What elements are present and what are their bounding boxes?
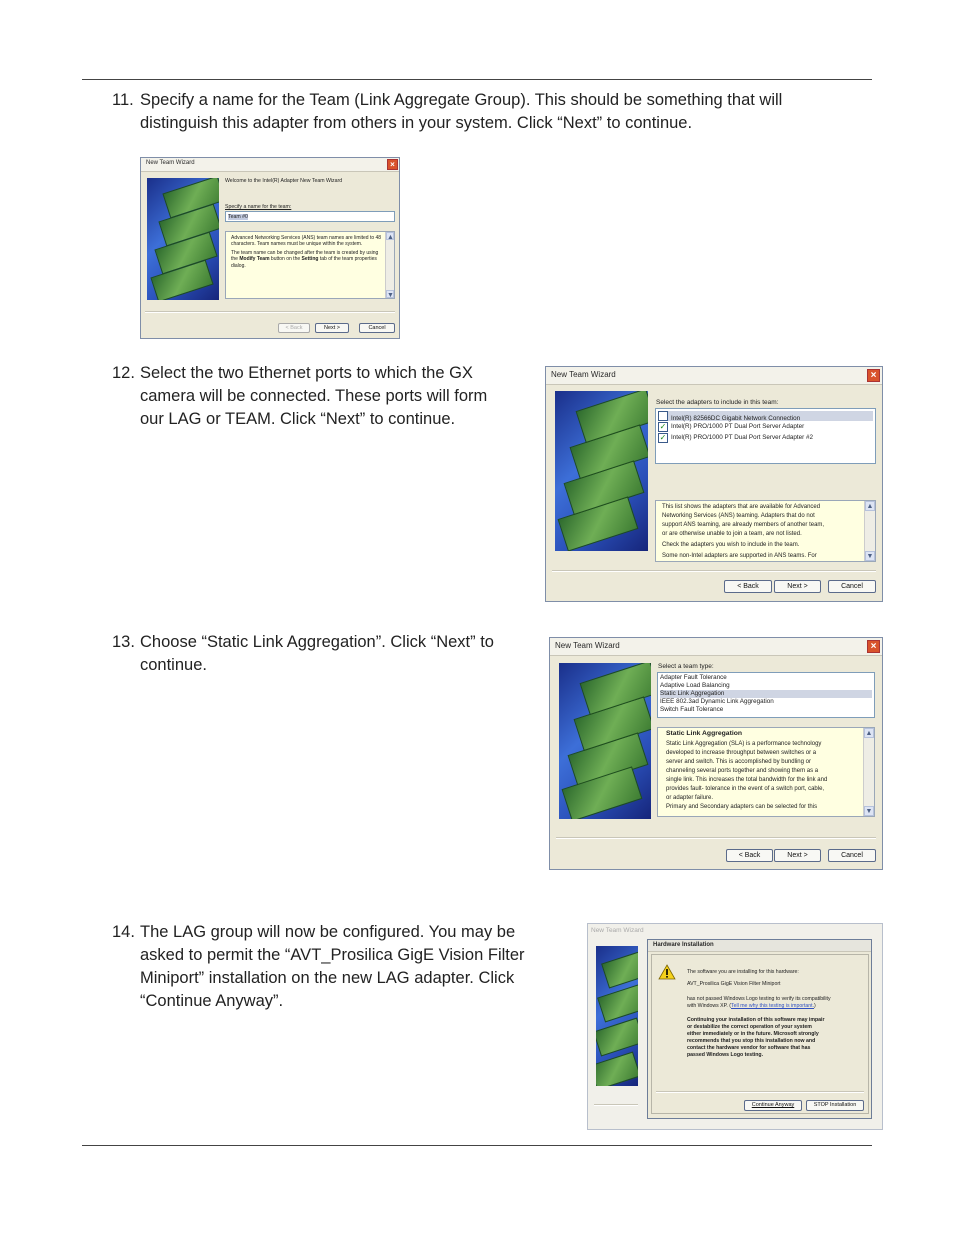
step-text: The LAG group will now be configured. You may be asked to permit the “AVT_Prosilica GigE Vision Filter Miniport” installation on the new LAG adapter. Click “Continue Anyway”. bbox=[140, 923, 525, 1010]
team-type-option[interactable]: Adaptive Load Balancing bbox=[660, 682, 730, 689]
team-type-option[interactable]: IEEE 802.3ad Dynamic Link Aggregation bbox=[660, 698, 774, 705]
info-scrollbar[interactable]: ▲ ▼ bbox=[863, 728, 874, 816]
new-team-wizard-background bbox=[587, 923, 883, 1130]
continue-anyway-button[interactable]: Continue Anyway bbox=[744, 1100, 802, 1111]
adapter-checkbox[interactable]: ✓ bbox=[659, 422, 667, 431]
adapter-list bbox=[655, 408, 876, 464]
why-testing-link[interactable]: Tell me why this testing is important. bbox=[731, 1003, 815, 1009]
hardware-line-1: The software you are installing for this hardware: bbox=[687, 969, 799, 975]
info-scrollbar[interactable]: ▲ ▼ bbox=[864, 501, 875, 561]
close-icon[interactable]: × bbox=[387, 159, 398, 170]
name-label: Specify a name for the team: bbox=[225, 204, 292, 210]
step-text: Choose “Static Link Aggregation”. Click “Next” to continue. bbox=[140, 633, 494, 674]
info-box: Advanced Networking Services (ANS) team names are limited to 48 characters. Team names must be unique within the system. The team name can be changed after the team is created by using the Modify Team button on the Setting tab of the team properties dialog. ▲ ▼ bbox=[225, 231, 395, 299]
back-button[interactable]: < Back bbox=[724, 580, 772, 593]
adapter-row[interactable]: Intel(R) 82566DC Gigabit Network Connection bbox=[658, 411, 873, 421]
adapter-prompt: Select the adapters to include in this team: bbox=[656, 399, 779, 406]
info-box: This list shows the adapters that are available for Advanced Networking Services (ANS) teaming. Adapters that do not support ANS teaming, are already members of another team, or are otherwise unable to join a team, are not listed. Check the adapters you wish to include in the team. Some non-Intel adapters are supported in ANS teams. For ▲ ▼ bbox=[655, 500, 876, 562]
wizard-art-image bbox=[147, 178, 219, 300]
next-button[interactable]: Next > bbox=[774, 849, 821, 862]
info-title: Static Link Aggregation bbox=[666, 730, 743, 737]
welcome-text: Welcome to the Intel(R) Adapter New Team Wizard bbox=[225, 178, 343, 184]
dialog-title: New Team Wizard bbox=[555, 641, 620, 650]
stability-warning: Continuing your installation of this software may impair or destabilize the correct operation of your system either immediately or in the future. Microsoft strongly recommends that you stop this installation now and contact the hardware vendor for software that has passed Windows Logo testing. bbox=[687, 1017, 825, 1058]
team-type-option[interactable]: Switch Fault Tolerance bbox=[660, 706, 724, 713]
step-number: 14. bbox=[112, 923, 135, 941]
title-bar bbox=[648, 940, 871, 952]
logo-warning-line: has not passed Windows Logo testing to verify its compatibility bbox=[687, 996, 831, 1002]
dialog-title: New Team Wizard bbox=[551, 370, 616, 379]
close-icon[interactable]: × bbox=[867, 640, 880, 653]
wizard-art-image bbox=[555, 391, 648, 551]
new-team-wizard-name-dialog bbox=[140, 157, 400, 339]
info-box: Static Link Aggregation Static Link Aggregation (SLA) is a performance technology developed to increase throughput between switches or a server and switch. This is accomplished by bundling or channeling several ports together and showing them as a single link. This increases the total bandwidth for the link and provides fault- tolerance in the event of a switch port, cable, or adapter failure. Primary and Secondary adapters can be selected for this ▲ ▼ bbox=[657, 727, 875, 817]
step-number: 13. bbox=[112, 633, 135, 651]
warning-icon bbox=[658, 964, 676, 980]
dialog-title: Hardware Installation bbox=[653, 942, 714, 948]
dialog-title: New Team Wizard bbox=[146, 160, 195, 166]
adapter-row[interactable]: ✓ Intel(R) PRO/1000 PT Dual Port Server Adapter #2 bbox=[659, 433, 813, 442]
title-bar bbox=[546, 367, 882, 385]
hardware-installation-dialog bbox=[647, 939, 872, 1119]
step-text: Specify a name for the Team (Link Aggregate Group). This should be something that will distinguish this adapter from others in your system. Click “Next” to continue. bbox=[140, 91, 783, 132]
hardware-message-panel: The software you are installing for this hardware: AVT_Prosilica GigE Vision Filter Miniport has not passed Windows Logo testing to verify its compatibility with Windows XP. (Tell me why this testing is important.) Continuing your installation of this software may impair or destabilize the correct operation of your system either immediately or in the future. Microsoft strongly recommends that you stop this installation now and contact the hardware vendor for software that has passed Windows Logo testing. Continue Anyway STOP Installation bbox=[651, 954, 869, 1114]
back-button[interactable]: < Back bbox=[726, 849, 773, 862]
cancel-button[interactable]: Cancel bbox=[828, 849, 876, 862]
bottom-rule bbox=[82, 1145, 872, 1146]
adapter-checkbox[interactable] bbox=[658, 411, 668, 421]
step-number: 11. bbox=[112, 91, 134, 109]
back-button[interactable]: < Back bbox=[278, 323, 310, 333]
title-bar bbox=[550, 638, 882, 656]
new-team-wizard-adapters-dialog bbox=[545, 366, 883, 602]
next-button[interactable]: Next > bbox=[315, 323, 349, 333]
title-bar bbox=[141, 158, 399, 172]
product-name: AVT_Prosilica GigE Vision Filter Miniport bbox=[687, 981, 781, 987]
background-title: New Team Wizard bbox=[591, 927, 644, 934]
cancel-button[interactable]: Cancel bbox=[828, 580, 876, 593]
team-type-prompt: Select a team type: bbox=[658, 663, 714, 670]
next-button[interactable]: Next > bbox=[774, 580, 821, 593]
step-number: 12. bbox=[112, 364, 135, 382]
team-name-input[interactable]: Team #0 bbox=[225, 211, 395, 222]
team-type-option[interactable]: Adapter Fault Tolerance bbox=[660, 674, 727, 681]
top-rule bbox=[82, 79, 872, 80]
step-text: Select the two Ethernet ports to which the GX camera will be connected. These ports will form our LAG or TEAM. Click “Next” to continue. bbox=[140, 364, 488, 428]
cancel-button[interactable]: Cancel bbox=[359, 323, 395, 333]
close-icon[interactable]: × bbox=[867, 369, 880, 382]
new-team-wizard-type-dialog bbox=[549, 637, 883, 870]
adapter-row[interactable]: ✓ Intel(R) PRO/1000 PT Dual Port Server Adapter bbox=[659, 422, 805, 431]
team-type-option-selected[interactable]: Static Link Aggregation bbox=[660, 690, 872, 698]
stop-installation-button[interactable]: STOP Installation bbox=[806, 1100, 864, 1111]
wizard-art-image bbox=[559, 663, 651, 819]
team-type-list bbox=[657, 672, 875, 718]
wizard-art-image bbox=[596, 946, 638, 1086]
info-scrollbar[interactable]: ▲ ▼ bbox=[387, 234, 394, 299]
adapter-checkbox[interactable]: ✓ bbox=[659, 433, 667, 442]
